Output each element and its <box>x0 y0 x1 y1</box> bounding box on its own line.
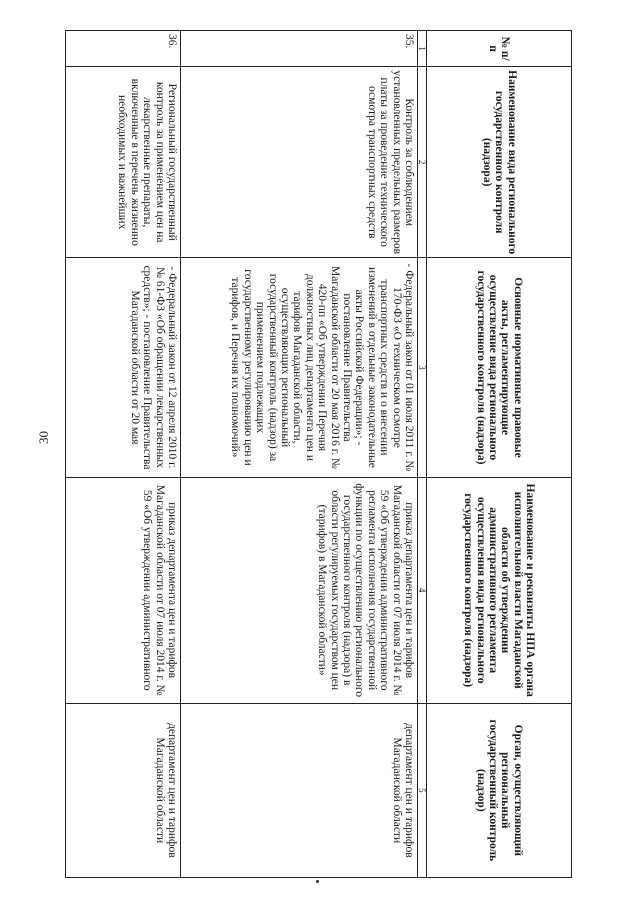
organ-cell: департамент цен и тарифов Магаданской области <box>181 703 418 877</box>
header-organ: Орган, осуществляющий региональный государственный контроль (надзор) <box>427 703 572 877</box>
scan-dot <box>316 880 319 883</box>
column-number: 1 <box>418 31 427 67</box>
column-number: 5 <box>418 703 427 877</box>
header-legal-acts: Основные нормативные правовые акты, регламентирующие осуществление вида регионального государственного контроля (надзора) <box>427 258 572 477</box>
table-row <box>181 31 418 878</box>
row-number: 35. <box>181 31 418 67</box>
legal-acts-cell: - Федеральный закон от 12 апреля 2010 г. № 61-ФЗ «Об обращении лекарственных средств»; - постановление Правительства Магаданской области от 20 мая <box>66 258 181 477</box>
header-row <box>427 31 572 878</box>
column-number: 2 <box>418 67 427 258</box>
control-type-cell: Региональный государственный контроль за применением цен на лекарственные препараты, включенные в перечень жизненно необходимых и важнейших <box>66 67 181 258</box>
header-control-type: Наименование вида регионального государственного контроля (надзора) <box>427 67 572 258</box>
column-number-row <box>418 31 427 878</box>
legal-acts-cell: - Федеральный закон от 01 июля 2011 г. № 170-ФЗ «О техническом осмотре транспортных средств и о внесении изменений в отдельные законодательные акты Российской Федерации»; - постановление Правительства Магаданской области от 20 мая 2016 г. № 420-пп «Об утверждении Перечня должностных лиц департамента цен и тарифов Магаданской области, осуществляющих региональный государственный контроль (надзор) за применением подлежащих государственному регулированию цен и тарифов, и Перечня их полномочий» <box>181 258 418 477</box>
control-type-cell: Контроль за соблюдением установленных предельных размеров платы за проведение технического осмотра транспортных средств <box>181 67 418 258</box>
header-num: № п/п <box>427 31 572 67</box>
column-number: 3 <box>418 258 427 477</box>
rotated-table-container <box>69 0 597 905</box>
row-number: 36. <box>66 31 181 67</box>
regulation-table <box>65 30 572 878</box>
organ-cell: департамент цен и тарифов Магаданской области <box>66 703 181 877</box>
page-number: 30 <box>36 431 51 444</box>
npa-cell: приказ департамента цен и тарифов Магаданской области от 07 июля 2014 г. № 59 «Об утверждении административного <box>66 477 181 703</box>
table-row <box>66 31 181 878</box>
header-npa-details: Наименование и реквизиты НПА органа исполнительной власти Магаданской области об утверждении административного регламента осуществления вида регионального государственного контроля (надзора) <box>427 477 572 703</box>
column-number: 4 <box>418 477 427 703</box>
npa-cell: приказ департамента цен и тарифов Магаданской области от 07 июля 2014 г. № 59 «Об утверждении административного регламента исполнения государственной функции по осуществлению регионального государственного контроля (надзора) в области регулируемых государством цен (тарифов) в Магаданской области» <box>181 477 418 703</box>
